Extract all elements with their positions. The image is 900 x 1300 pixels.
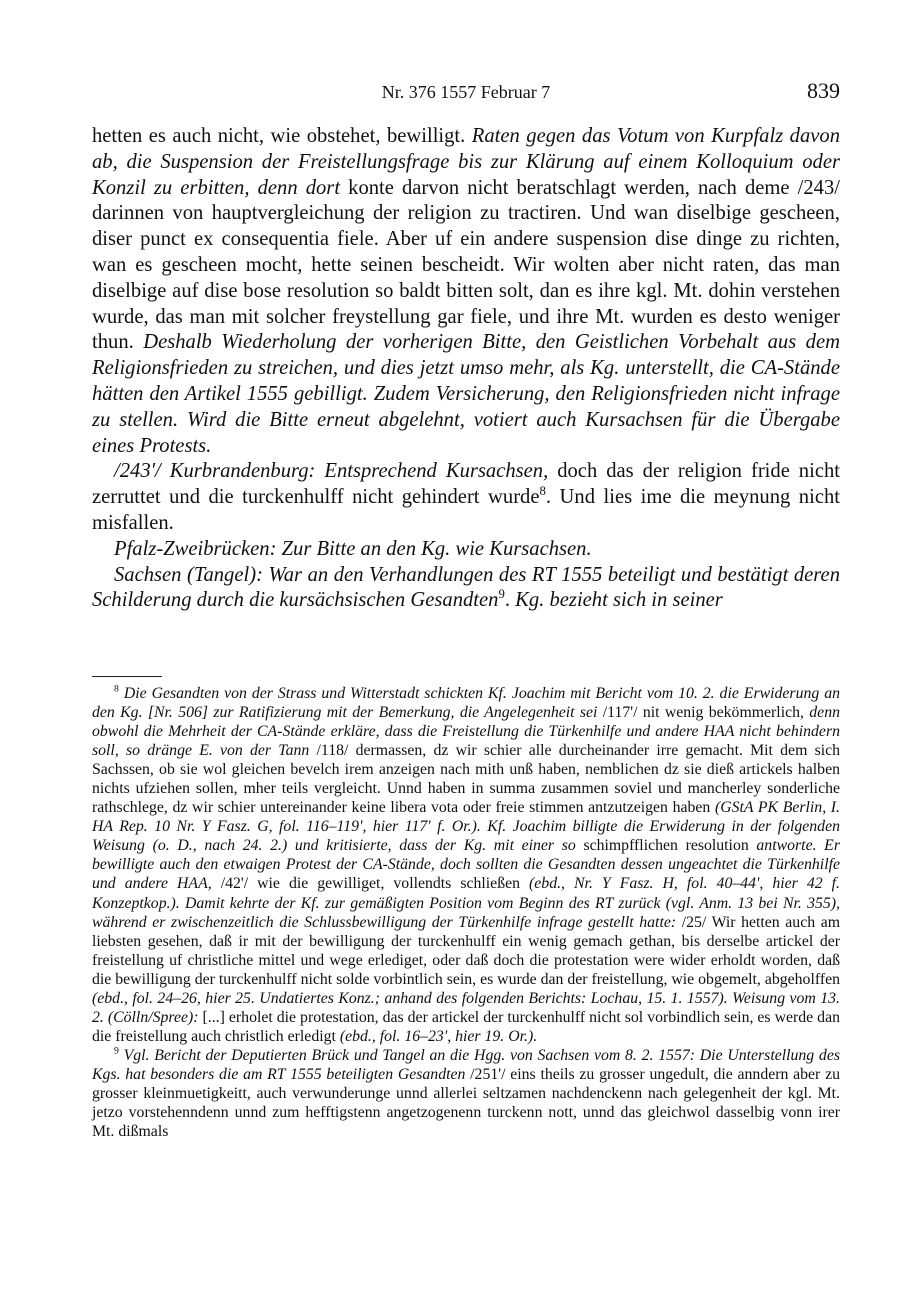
text-run: [...] erholet die protestation, das der artickel der turckenhulff nicht sol vorbindlich sein, es werde dan die freistellung auch christlich erledigt (92, 1008, 840, 1045)
text-run: . (504, 589, 516, 612)
footnote-reference: 9 (498, 587, 505, 602)
text-run: /25/ Wir hetten auch am liebsten gesehen, daß ir mit der bewilligung der turckenhulff ein wenig gemach gethan, bis derselbe artickel der freistellung uf christliche mittel und wege erlediget, oder daß doch die protestation were wider erholdt worden, daß die bewilligung der turckenhulff nicht solde vorbintlich sein, es wurde dan der freistellung, wie obgemelt, abgeholffen (92, 913, 840, 988)
main-text (92, 124, 840, 614)
page-number: 839 (807, 78, 840, 103)
paragraph-1 (92, 124, 840, 459)
paragraph-sachsen (92, 563, 840, 615)
footnote-reference: 8 (539, 484, 546, 499)
text-run: . Und lies ime die meynung nicht misfallen. (92, 486, 840, 534)
italic-text-run: /243'/ Kurbrandenburg: Entsprechend Kursachsen, (114, 460, 549, 483)
text-run: /117'/ nit wenig bekömmerlich, (597, 704, 810, 722)
italic-text-run: Vgl. Bericht der Deputierten Brück und Tangel an die Hgg. von Sachsen vom 8. 2. 1557: Die Unterstellung des Kgs. hat besonders die am RT 1555 beteiligten Gesandten (92, 1046, 840, 1083)
footnote-8 (92, 684, 840, 1046)
italic-text-run: (ebd., fol. 24–26, hier 25. Undatiertes Konz.; anhand des folgenden Berichts: Lochau, 15. 1. 1557). Weisung vom 13. 2. (Cölln/Spree): (92, 989, 840, 1026)
italic-text-run: Die Gesandten von der Strass und Witterstadt schickten Kf. Joachim mit Bericht vom 10. 2. die Erwiderung an den Kg. [Nr. 506] zur Ratifizierung mit der Bemerkung, die Angelegenheit sei (92, 685, 841, 722)
italic-text-run: antworte. Er bewilligte auch den etwaigen Protest der CA-Stände, doch sollten die Gesandten dessen ungeachtet die Türkenhilfe und andere HAA, (92, 837, 840, 893)
italic-text-run: Pfalz-Zweibrücken: Zur Bitte an den Kg. wie Kursachsen. (114, 537, 592, 560)
italic-text-run: (ebd., fol. 16–23', hier 19. Or.). (339, 1027, 538, 1045)
text-run: hetten es auch nicht, wie obstehet, bewilligt. (92, 125, 472, 147)
footnote-reference: 8 (114, 683, 119, 695)
text-run: doch das der religion fride nicht zerruttet und die turckenhulff nicht gehindert wurde (92, 460, 840, 509)
paragraph-pfalz-zweibruecken (92, 537, 840, 563)
italic-text-run: Deshalb Wiederholung der vorherigen Bitte, den Geistlichen Vorbehalt aus dem Religionsfrieden zu streichen, und dies jetzt umso mehr, als Kg. unterstellt, die CA-Stände hätten den Artikel 1555 gebilligt. Zudem Versicherung, den Religionsfrieden nicht infrage zu stellen. Wird die Bitte erneut abgelehnt, votiert auch Kursachsen für die Übergabe eines Protests. (92, 331, 840, 457)
text-run: /42'/ wie die gewilliget, vollendts schließen (211, 875, 530, 893)
italic-text-run: (ebd., Nr. Y Fasz. H, fol. 40–44', hier 42 f. Konzeptkop.). Damit kehrte der Kf. zur gemäßigten Position vom Beginn des RT zurück (vgl. Anm. 13 bei Nr. 355), während er zwischenzeitlich die Schlussbewilligung der Türkenhilfe infrage gestellt hatte: (92, 875, 841, 931)
italic-text-run: Kg. bezieht sich in seiner (515, 589, 723, 612)
footnote-divider (92, 676, 162, 677)
running-title: Nr. 376 1557 Februar 7 (381, 82, 551, 102)
italic-text-run: Sachsen (Tangel): War an den Verhandlungen des RT 1555 beteiligt und bestätigt deren Schilderung durch die kursächsischen Gesandten (92, 563, 840, 612)
footnotes (92, 684, 840, 1141)
text-run: konte darvon nicht beratschlagt werden, nach deme /243/ darinnen von hauptvergleichung der religion zu tractiren. Und wan diselbige gescheen, diser punct ex consequentia fiele. Aber uf ein andere suspension dise dinge zu richten, wan es gescheen mocht, hette seinen bescheidt. Wir wolten aber nicht raten, das man diselbige auf dise bose resolution so baldt bitten solt, dan es ihre kgl. Mt. dohin verstehen wurde, das man mit solcher freystellung gar fiele, und ihre Mt. wurden es desto weniger thun. (92, 176, 840, 354)
footnote-reference: 9 (114, 1045, 119, 1057)
italic-text-run: Raten gegen das Votum von Kurpfalz davon ab, die Suspension der Freistellungsfrage bis zur Klärung auf einem Kolloquium oder Konzil zu erbitten, denn dort (92, 125, 840, 199)
italic-text-run: (GStA PK Berlin, I. HA Rep. 10 Nr. Y Fasz. G, fol. 116–119', hier 117' f. Or.). Kf. Joachim billigte die Erwiderung in der folgenden Weisung (o. D., nach 24. 2.) und kritisierte, dass der Kg. mit einer so (92, 799, 840, 855)
text-run: /118/ dermassen, dz wir schier alle durcheinander irre gemacht. Mit dem sich Sachssen, ob sie wol gleichen bevelch irem anzeigen nach mith unß haben, nemblichen dz sie dieß artickels halben nichts ufziehen sollen, mher teils vergleicht. Unnd haben in summa zusammen soviel und mancherley sonderliche rathschlege, dz wir schier untereinander keine libera vota oder freie stimmen antzutzeigen haben (92, 742, 841, 817)
footnote-9 (92, 1046, 840, 1141)
text-run: schimpfflichen resolution (575, 837, 757, 855)
running-head (92, 78, 840, 108)
paragraph-kurbrandenburg (92, 459, 840, 536)
italic-text-run: denn obwohl die Mehrheit der CA-Stände erkläre, dass die Freistellung die Türkenhilfe und andere HAA nicht behindern soll, so dränge E. von der Tann (92, 704, 840, 760)
text-run: /251'/ eins theils zu grosser ungedult, die anndern aber zu grosser kleinmuetigkeitt, auch verwunderunge unnd allerlei seltzamen nachdenckenn nach gelegenheit der kgl. Mt. jetzo vorstehenndenn unnd zum hefftigstenn angetzogenenn turckenn nott, unnd das gleichwol dasselbig vonn irer Mt. dißmals (92, 1065, 840, 1141)
